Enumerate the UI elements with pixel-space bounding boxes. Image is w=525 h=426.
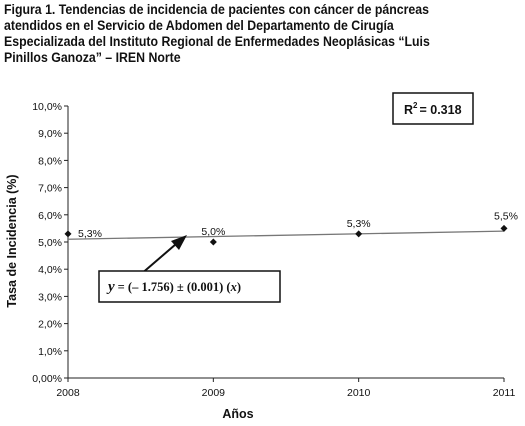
caption-line-1: Figura 1. Tendencias de incidencia de pacientes con cáncer de páncreas [4, 2, 429, 17]
y-tick-label: 3,0% [38, 291, 62, 304]
y-axis-title: Tasa de Incidencia (%) [5, 174, 19, 308]
regression-equation [106, 279, 241, 295]
x-axis-title: Años [222, 407, 254, 421]
equation-box [99, 235, 280, 302]
y-tick-label: 6,0% [38, 209, 62, 222]
chart-axes [68, 106, 504, 378]
x-tick-label: 2011 [492, 387, 516, 399]
x-axis-ticks [56, 378, 515, 399]
y-tick-label: 8,0% [38, 155, 62, 168]
x-tick-label: 2009 [201, 387, 226, 399]
data-point-marker [65, 230, 72, 237]
y-tick-label: 0,00% [32, 373, 62, 385]
trendline-layer [68, 231, 504, 239]
y-tick-label: 9,0% [38, 128, 62, 141]
equation-close: ) [236, 280, 242, 294]
data-point-marker [355, 230, 362, 237]
caption-line-3: Especializada del Instituto Regional de Enfermedades Neoplásicas “Luis [4, 34, 430, 49]
equation-x-symbol: x [230, 280, 237, 294]
y-tick-label: 1,0% [38, 345, 62, 358]
data-point-label: 5,3% [78, 227, 102, 240]
trendline [68, 231, 504, 239]
y-tick-label: 4,0% [38, 264, 62, 277]
y-tick-label: 10,0% [32, 101, 62, 113]
equation-body: = (– 1.756) ± (0.001) ( [117, 280, 231, 294]
equation-y-symbol: y [108, 279, 115, 295]
r-squared-box [393, 93, 473, 124]
y-axis-ticks [32, 101, 68, 385]
y-tick-label: 5,0% [38, 237, 62, 249]
caption-line-4: Pinillos Ganoza” – IREN Norte [4, 50, 181, 65]
r-squared-symbol: R [404, 103, 414, 117]
r-squared-value: = 0.318 [419, 103, 462, 117]
caption-line-2: atendidos en el Servicio de Abdomen del Departamento de Cirugía [4, 18, 394, 33]
y-tick-label: 2,0% [38, 318, 62, 331]
data-point-label: 5,3% [346, 217, 371, 230]
data-point-label: 5,5% [494, 210, 518, 223]
x-tick-label: 2008 [56, 387, 80, 399]
y-tick-label: 7,0% [38, 182, 62, 195]
data-point-marker [210, 239, 217, 246]
r-squared-exponent: 2 [413, 101, 418, 110]
x-tick-label: 2010 [346, 387, 371, 399]
data-point-label: 5,0% [201, 226, 226, 238]
r-squared-label [404, 101, 462, 117]
